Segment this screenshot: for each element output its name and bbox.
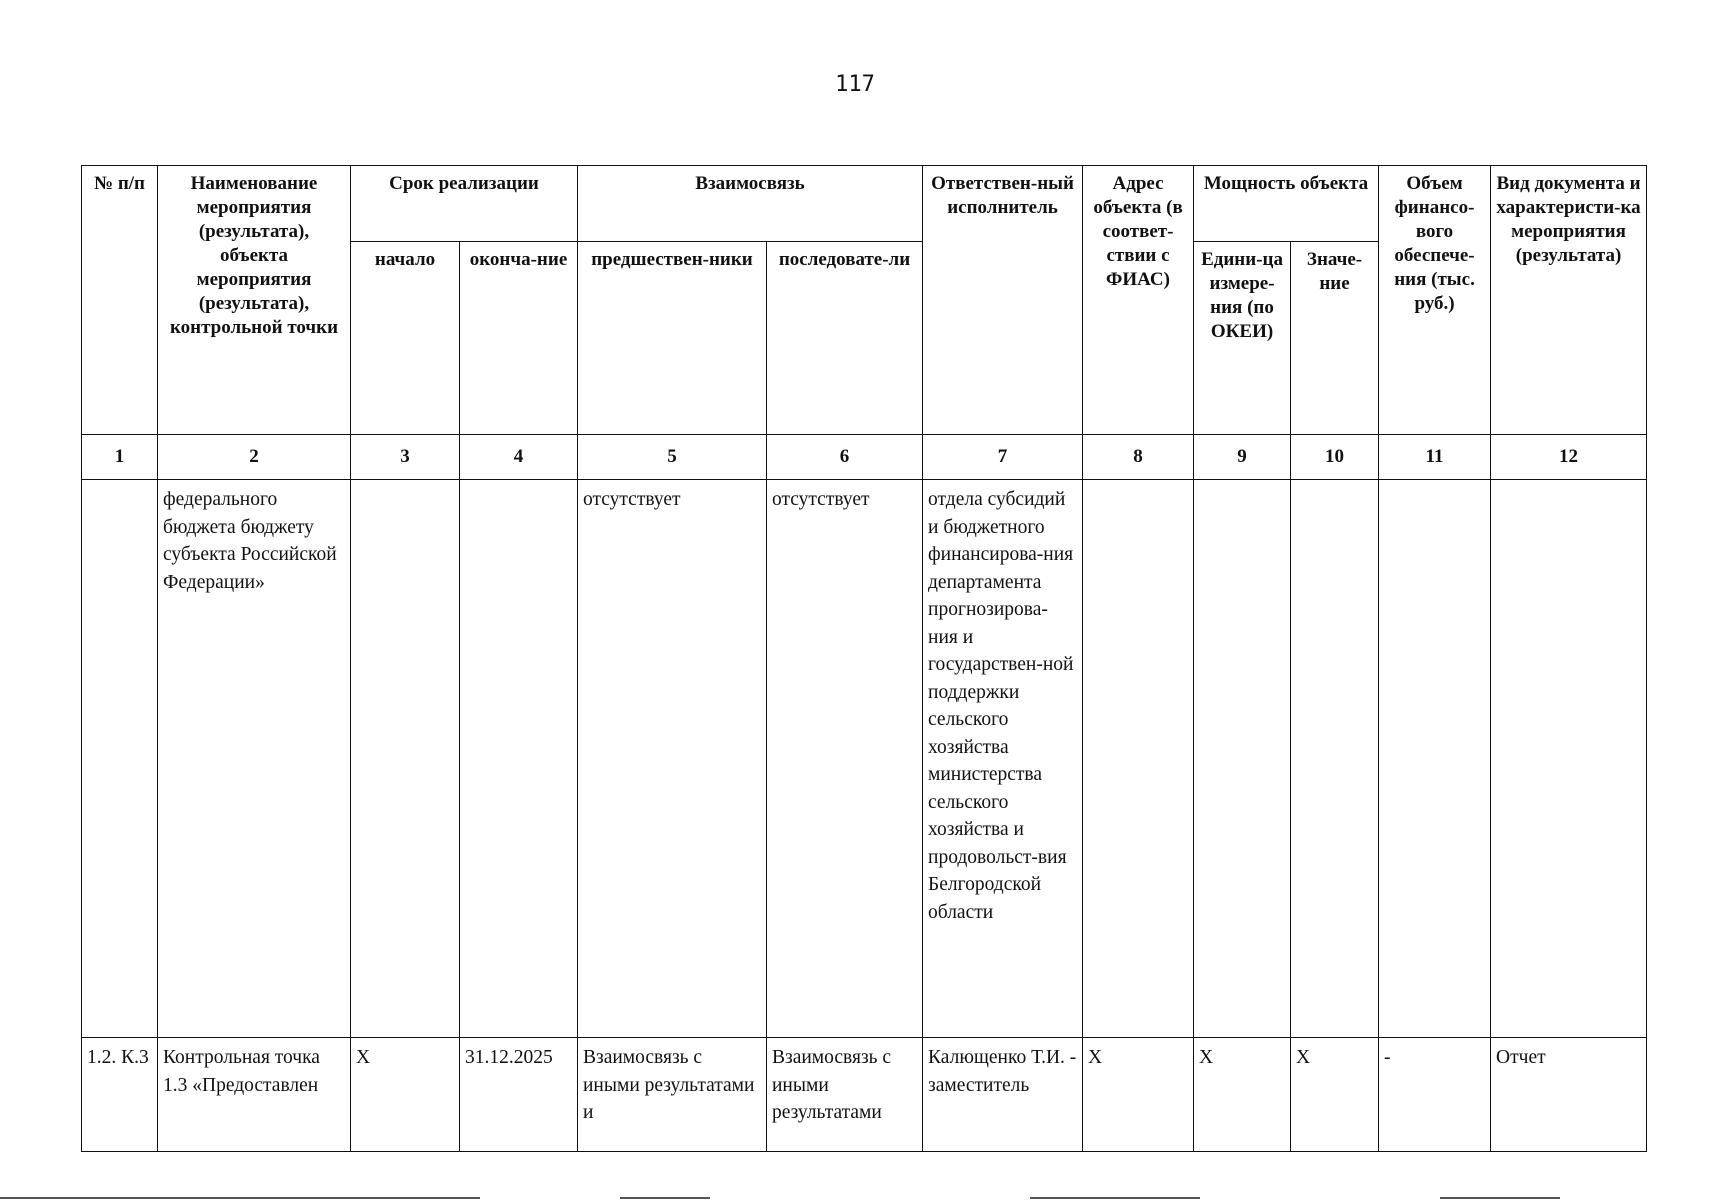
table-row: [82, 1038, 1647, 1152]
header-term-start: начало: [351, 242, 460, 435]
bottom-rule: [0, 1197, 480, 1199]
column-number: 5: [578, 435, 767, 480]
cell-finance: -: [1379, 1038, 1491, 1152]
header-link-next: последовате-ли: [767, 242, 923, 435]
column-number-row: [82, 435, 1647, 480]
header-capacity-unit: Едини-ца измере-ния (по ОКЕИ): [1194, 242, 1291, 435]
column-number: 12: [1491, 435, 1647, 480]
column-number: 6: [767, 435, 923, 480]
header-capacity: Мощность объекта: [1194, 166, 1379, 242]
header-num: № п/п: [82, 166, 158, 435]
cell-address: [1083, 480, 1194, 1038]
column-number: 3: [351, 435, 460, 480]
cell-next: Взаимосвязь с иными результатами: [767, 1038, 923, 1152]
cell-finance: [1379, 480, 1491, 1038]
column-number: 11: [1379, 435, 1491, 480]
cell-start: Х: [351, 1038, 460, 1152]
cell-responsible: Калющенко Т.И. - заместитель: [923, 1038, 1083, 1152]
header-responsible: Ответствен-ный исполнитель: [923, 166, 1083, 435]
header-finance: Объем финансо-вого обеспече-ния (тыс. руб.): [1379, 166, 1491, 435]
header-link-pred: предшествен-ники: [578, 242, 767, 435]
cell-address: Х: [1083, 1038, 1194, 1152]
column-number: 8: [1083, 435, 1194, 480]
header-capacity-value: Значе-ние: [1291, 242, 1379, 435]
header-name: Наименование мероприятия (результата), объекта мероприятия (результата), контрольной точки: [158, 166, 351, 435]
cell-responsible: отдела субсидий и бюджетного финансирова-ния департамента прогнозирова-ния и государствен-ной поддержки сельского хозяйства министерства сельского хозяйства и продовольст-вия Белгородской области: [923, 480, 1083, 1038]
cell-num: [82, 480, 158, 1038]
cell-doc: Отчет: [1491, 1038, 1647, 1152]
cell-num: 1.2. К.3: [82, 1038, 158, 1152]
header-term: Срок реализации: [351, 166, 578, 242]
column-number: 4: [460, 435, 578, 480]
cell-name: Контрольная точка 1.3 «Предоставлен: [158, 1038, 351, 1152]
cell-unit: [1194, 480, 1291, 1038]
header-term-end: оконча-ние: [460, 242, 578, 435]
header-address: Адрес объекта (в соответ-ствии с ФИАС): [1083, 166, 1194, 435]
cell-next: отсутствует: [767, 480, 923, 1038]
cell-end: [460, 480, 578, 1038]
column-number: 7: [923, 435, 1083, 480]
column-number: 9: [1194, 435, 1291, 480]
bottom-rule: [620, 1197, 710, 1199]
cell-start: [351, 480, 460, 1038]
bottom-rule: [1440, 1197, 1560, 1199]
cell-value: [1291, 480, 1379, 1038]
cell-pred: отсутствует: [578, 480, 767, 1038]
cell-doc: [1491, 480, 1647, 1038]
cell-name: федерального бюджета бюджету субъекта Российской Федерации»: [158, 480, 351, 1038]
cell-value: Х: [1291, 1038, 1379, 1152]
cell-unit: Х: [1194, 1038, 1291, 1152]
column-number: 2: [158, 435, 351, 480]
table-row: [82, 480, 1647, 1038]
header-row: [82, 166, 1647, 242]
page-number: 117: [835, 72, 875, 97]
header-doc: Вид документа и характеристи-ка мероприятия (результата): [1491, 166, 1647, 435]
header-link: Взаимосвязь: [578, 166, 923, 242]
column-number: 1: [82, 435, 158, 480]
activities-table: [81, 165, 1647, 1152]
cell-pred: Взаимосвязь с иными результатами и: [578, 1038, 767, 1152]
column-number: 10: [1291, 435, 1379, 480]
cell-end: 31.12.2025: [460, 1038, 578, 1152]
bottom-rule: [1030, 1197, 1200, 1199]
